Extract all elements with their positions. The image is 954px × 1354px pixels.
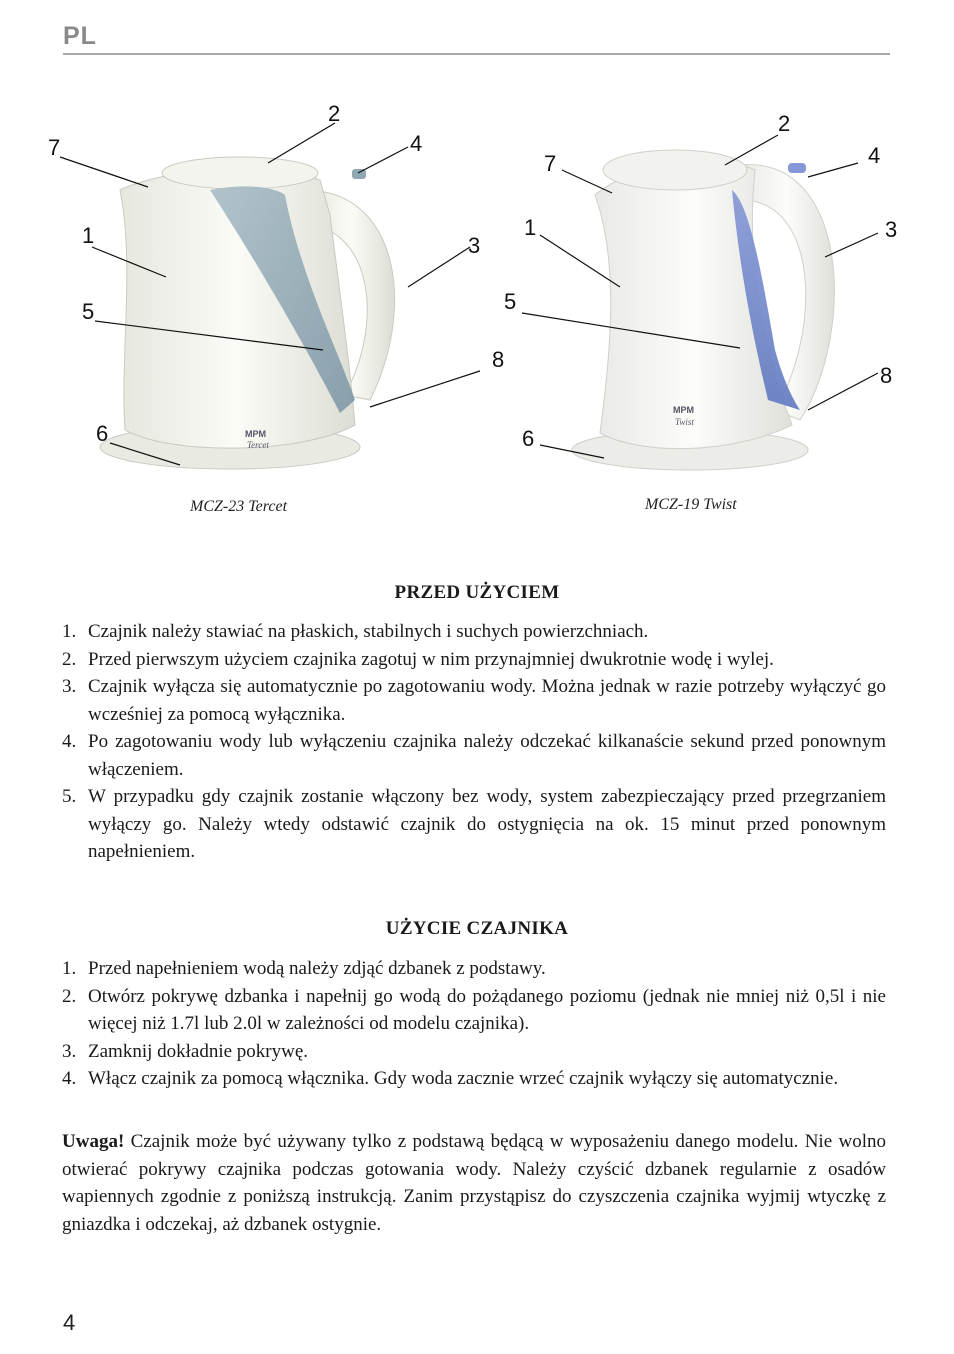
callout-4: 4 bbox=[868, 143, 881, 168]
callout-3: 3 bbox=[468, 233, 481, 258]
callout-5: 5 bbox=[504, 289, 517, 314]
figure-caption-twist: MCZ-19 Twist bbox=[645, 496, 737, 513]
callout-8: 8 bbox=[880, 363, 893, 388]
section-title-before-use: PRZED UŻYCIEM bbox=[394, 582, 560, 603]
callout-6: 6 bbox=[522, 426, 535, 451]
kettle-figure-tercet bbox=[40, 95, 505, 525]
callout-7: 7 bbox=[48, 135, 61, 160]
kettle-figure-twist bbox=[500, 95, 920, 525]
list-item: 4. Po zagotowaniu wody lub wyłączeniu czajnika należy odczekać kilkanaście sekund przed ponownym włączeniem. bbox=[62, 731, 886, 780]
list-item: 2. Otwórz pokrywę dzbanka i napełnij go wodą do pożądanego poziomu (jednak nie mniej niż 0,5l i nie więcej niż 1.7l lub 2.0l w zależności od modelu czajnika). bbox=[62, 985, 886, 1034]
header-rule bbox=[63, 53, 890, 55]
language-code: PL bbox=[63, 22, 97, 50]
list-item: 3. Zamknij dokładnie pokrywę. bbox=[62, 1040, 309, 1062]
list-item: 1. Przed napełnieniem wodą należy zdjąć dzbanek z podstawy. bbox=[62, 958, 546, 979]
warning-note bbox=[62, 1128, 886, 1238]
list-item: 4. Włącz czajnik za pomocą włącznika. Gdy woda zacznie wrzeć czajnik wyłączy się automatycznie. bbox=[62, 1068, 839, 1089]
before-use-list bbox=[62, 618, 886, 866]
list-item: 5. W przypadku gdy czajnik zostanie włączony bez wody, system zabezpieczający przed przegrzaniem wyłączy go. Należy wtedy odstawić czajnik do ostygnięcia na ok. 15 minut przed ponownym napełnieniem. bbox=[62, 786, 886, 862]
kettle-model-label-tercet: Tercet bbox=[247, 440, 269, 450]
page-number: 4 bbox=[63, 1310, 76, 1335]
callout-6: 6 bbox=[96, 421, 109, 446]
list-item: 2. Przed pierwszym użyciem czajnika zagotuj w nim przynajmniej dwukrotnie wodę i wylej. bbox=[62, 648, 774, 670]
callout-2: 2 bbox=[778, 111, 791, 136]
callout-5: 5 bbox=[82, 299, 95, 324]
figure-caption-tercet: MCZ-23 Tercet bbox=[190, 498, 288, 515]
kettle-illustration-tercet bbox=[40, 95, 480, 525]
callout-7: 7 bbox=[544, 151, 557, 176]
callout-4: 4 bbox=[410, 131, 423, 156]
warning-text: Czajnik może być używany tylko z podstawą będącą w wyposażeniu danego modelu. Nie wolno otwierać pokrywy czajnika podczas gotowania wody. Należy czyścić dzbanek regularnie z osadów wapiennych zgodnie z poniższą instrukcją. Zanim przystąpisz do czyszczenia czajnika wyjmij wtyczkę z gniazdka i odczekaj, aż dzbanek ostygnie. bbox=[62, 1131, 886, 1235]
callout-2: 2 bbox=[328, 101, 341, 126]
warning-label: Uwaga! bbox=[62, 1131, 125, 1152]
list-item: 1. Czajnik należy stawiać na płaskich, stabilnych i suchych powierzchniach. bbox=[62, 621, 649, 642]
callout-1: 1 bbox=[524, 215, 537, 240]
section-title-kettle-use: UŻYCIE CZAJNIKA bbox=[385, 918, 569, 939]
callout-8: 8 bbox=[492, 347, 505, 372]
kettle-illustration-twist bbox=[500, 95, 920, 525]
kettle-brand-twist: MPM bbox=[673, 405, 694, 415]
callout-3: 3 bbox=[885, 217, 898, 242]
kettle-brand-tercet: MPM bbox=[245, 429, 266, 439]
kettle-use-list bbox=[62, 955, 886, 1093]
list-item: 3. Czajnik wyłącza się automatycznie po zagotowaniu wody. Można jednak w razie potrzeby wyłączyć go wcześniej za pomocą wyłącznika. bbox=[62, 676, 886, 725]
kettle-model-label-twist: Twist bbox=[675, 417, 694, 427]
callout-1: 1 bbox=[82, 223, 95, 248]
